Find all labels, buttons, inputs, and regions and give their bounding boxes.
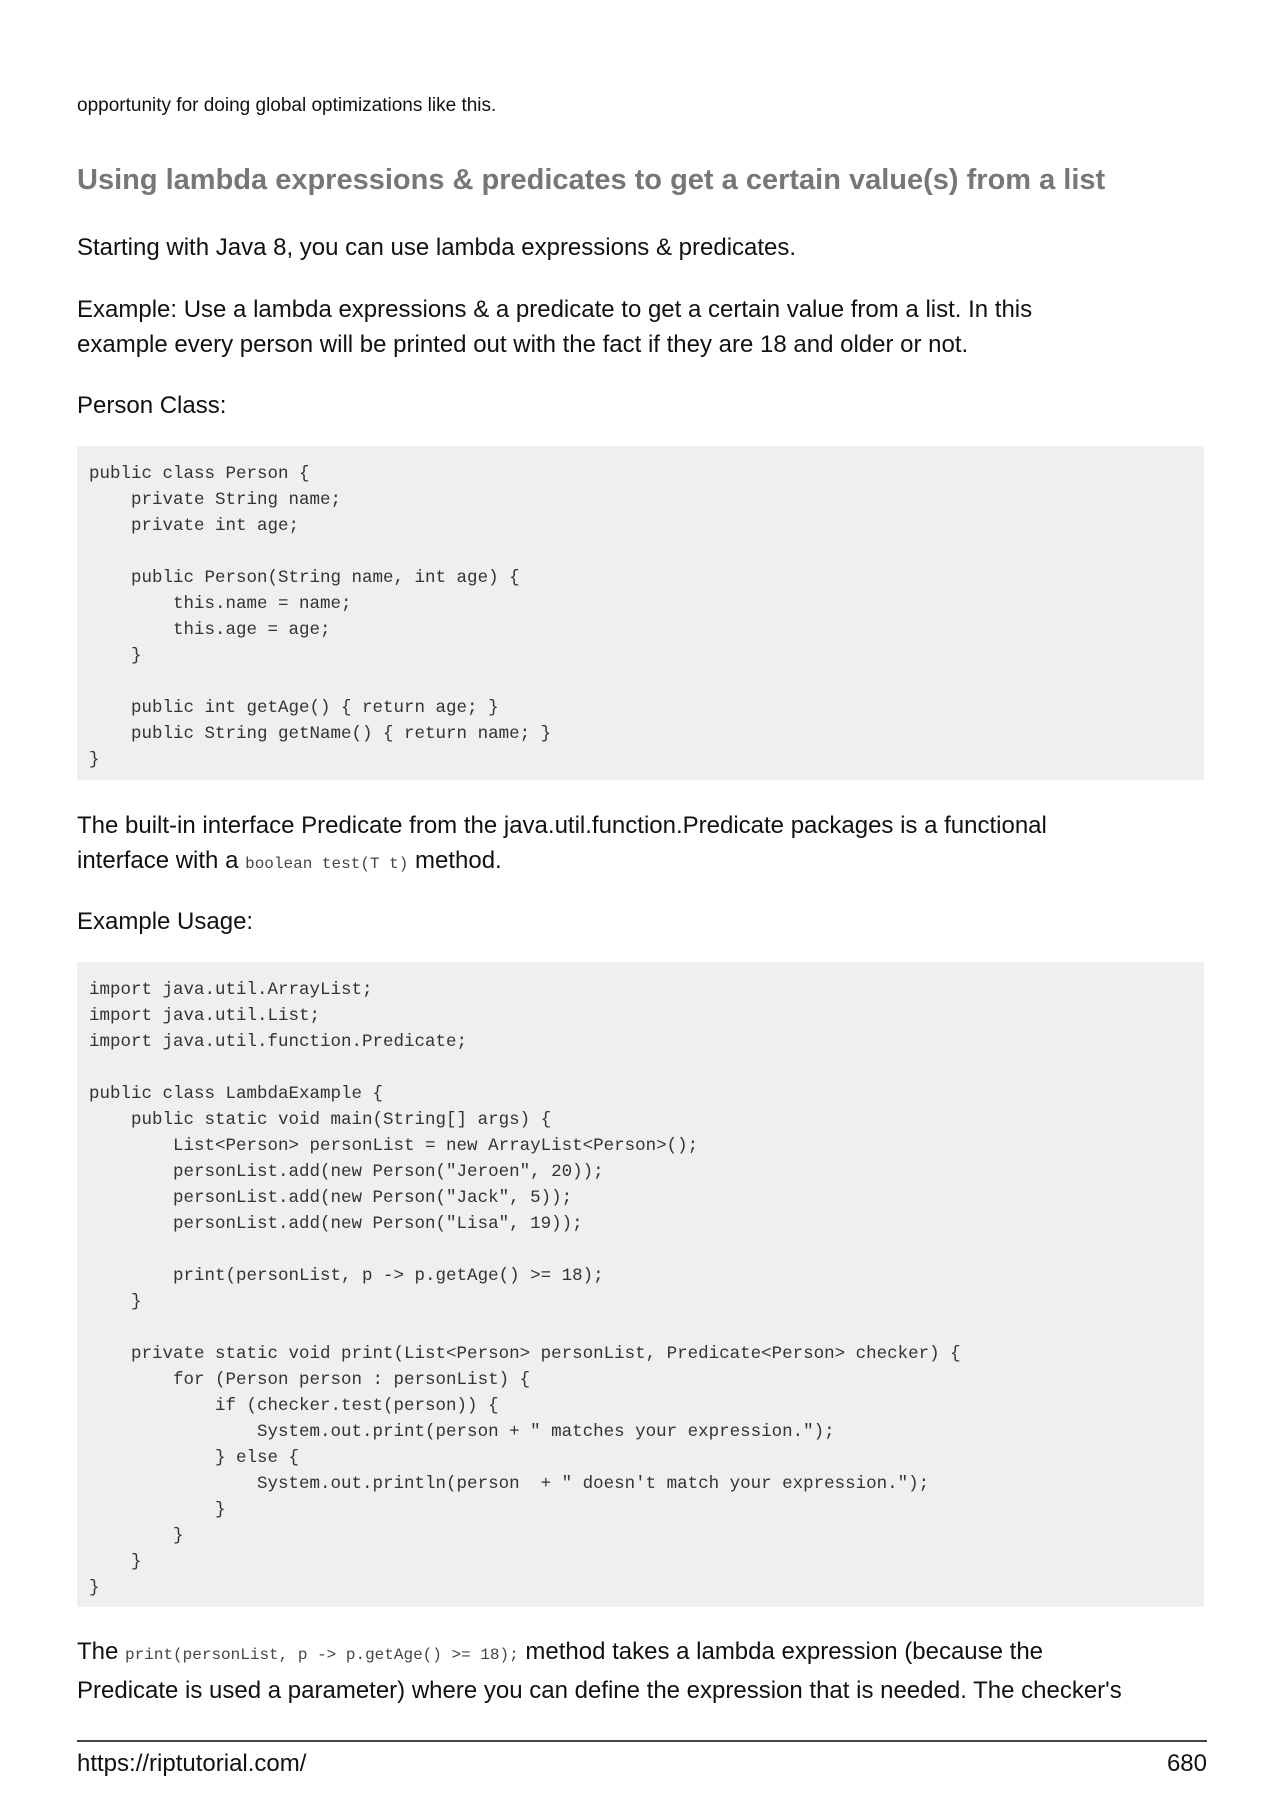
person-class-label: Person Class: [77, 392, 227, 419]
predicate-paragraph-line-2 [77, 843, 1207, 882]
code-line: personList.add(new Person("Jeroen", 20)); [89, 1162, 604, 1182]
code-line: private int age; [89, 516, 300, 536]
code-line: public static void main(String[] args) { [89, 1110, 552, 1130]
predicate-text-post: method. [408, 847, 502, 874]
predicate-text-pre: interface with a [77, 847, 246, 874]
code-line [89, 1315, 1192, 1341]
code-line: } [89, 1292, 142, 1312]
code-line: System.out.println(person + " doesn't match your expression."); [89, 1474, 930, 1494]
code-line: } [89, 1578, 100, 1598]
example-paragraph-line-1: Example: Use a lambda expressions & a predicate to get a certain value from a list. In this [77, 296, 1033, 323]
code-line: for (Person person : personList) { [89, 1370, 531, 1390]
predicate-paragraph [77, 808, 1207, 882]
code-line: public Person(String name, int age) { [89, 568, 520, 588]
code-line: public int getAge() { return age; } [89, 698, 499, 718]
inline-code-print-call: print(personList, p -> p.getAge() >= 18); [125, 1646, 519, 1664]
code-line: } [89, 750, 100, 770]
code-line: personList.add(new Person("Jack", 5)); [89, 1188, 573, 1208]
final-paragraph-line-1 [77, 1634, 1207, 1673]
code-line: private static void print(List<Person> personList, Predicate<Person> checker) { [89, 1344, 961, 1364]
footer-divider [77, 1740, 1207, 1742]
code-line: public class Person { [89, 464, 310, 484]
final-text-pre: The [77, 1638, 126, 1665]
code-line: private String name; [89, 490, 342, 510]
code-line: print(personList, p -> p.getAge() >= 18); [89, 1266, 604, 1286]
example-usage-label: Example Usage: [77, 908, 254, 935]
code-line [89, 669, 1192, 695]
inline-code-boolean-test: boolean test(T t) [245, 855, 409, 873]
code-line: } [89, 1500, 226, 1520]
code-line: System.out.print(person + " matches your expression."); [89, 1422, 835, 1442]
code-line: if (checker.test(person)) { [89, 1396, 499, 1416]
code-line: } [89, 1526, 184, 1546]
code-line [89, 1237, 1192, 1263]
footer-page-number: 680 [1166, 1750, 1207, 1777]
final-text-post: method takes a lambda expression (because the [518, 1638, 1044, 1665]
footer-url-link[interactable]: https://riptutorial.com/ [77, 1750, 307, 1777]
code-line: import java.util.ArrayList; [89, 980, 373, 1000]
code-line: List<Person> personList = new ArrayList<Person>(); [89, 1136, 699, 1156]
predicate-paragraph-line-1: The built-in interface Predicate from the java.util.function.Predicate packages is a functional [77, 812, 1047, 839]
code-block-example-usage [77, 962, 1204, 1607]
example-paragraph [77, 292, 1207, 362]
code-line: personList.add(new Person("Lisa", 19)); [89, 1214, 583, 1234]
code-line: public String getName() { return name; } [89, 724, 552, 744]
example-paragraph-line-2: example every person will be printed out with the fact if they are 18 and older or not. [77, 331, 969, 358]
code-line: public class LambdaExample { [89, 1084, 384, 1104]
code-line: } else { [89, 1448, 300, 1468]
code-line: this.age = age; [89, 620, 331, 640]
final-paragraph-line-2: Predicate is used a parameter) where you can define the expression that is needed. The checker's [77, 1677, 1122, 1704]
code-line: } [89, 646, 142, 666]
code-line: import java.util.List; [89, 1006, 321, 1026]
java8-paragraph: Starting with Java 8, you can use lambda expressions & predicates. [77, 234, 797, 261]
intro-tail-text: opportunity for doing global optimizations like this. [77, 95, 497, 116]
code-line [89, 539, 1192, 565]
section-heading: Using lambda expressions & predicates to get a certain value(s) from a list [77, 164, 1106, 196]
code-line: } [89, 1552, 142, 1572]
code-block-person-class [77, 446, 1204, 780]
final-paragraph [77, 1634, 1207, 1708]
code-line: import java.util.function.Predicate; [89, 1032, 468, 1052]
code-line: this.name = name; [89, 594, 352, 614]
code-line [89, 1055, 1192, 1081]
